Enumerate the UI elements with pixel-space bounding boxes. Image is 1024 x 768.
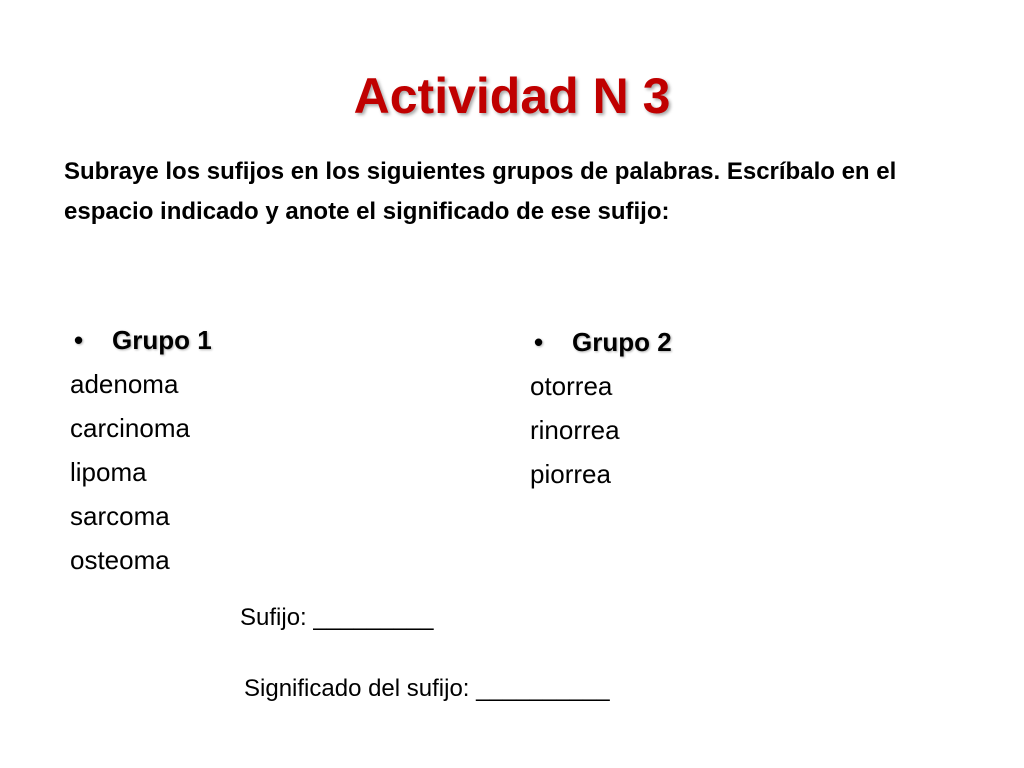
list-item: sarcoma [70, 501, 170, 531]
list-item: carcinoma [70, 413, 190, 443]
group-1 [70, 318, 400, 582]
list-item: lipoma [70, 457, 147, 487]
group-2-title: Grupo 2 [572, 327, 672, 357]
list-item: adenoma [70, 369, 179, 399]
group-2 [530, 320, 860, 496]
list-item: otorrea [530, 371, 613, 401]
bullet-icon: • [74, 325, 84, 355]
suffix-answer-line: Sufijo: _________ [240, 604, 434, 631]
group-1-title: Grupo 1 [112, 325, 212, 355]
group-2-word-list [530, 364, 860, 496]
meaning-answer-line: Significado del sufijo: __________ [244, 675, 610, 702]
list-item: osteoma [70, 545, 170, 575]
group-1-word-list [70, 362, 400, 582]
instructions-text: Subraye los sufijos en los siguientes grupos de palabras. Escríbalo en el espacio indicado y anote el significado de ese sufijo: [64, 158, 897, 225]
group-2-heading [530, 320, 860, 364]
group-1-heading [70, 318, 400, 362]
list-item: piorrea [530, 459, 611, 489]
bullet-icon: • [534, 327, 544, 357]
page-title: Actividad N 3 [353, 68, 671, 124]
list-item: rinorrea [530, 415, 620, 445]
